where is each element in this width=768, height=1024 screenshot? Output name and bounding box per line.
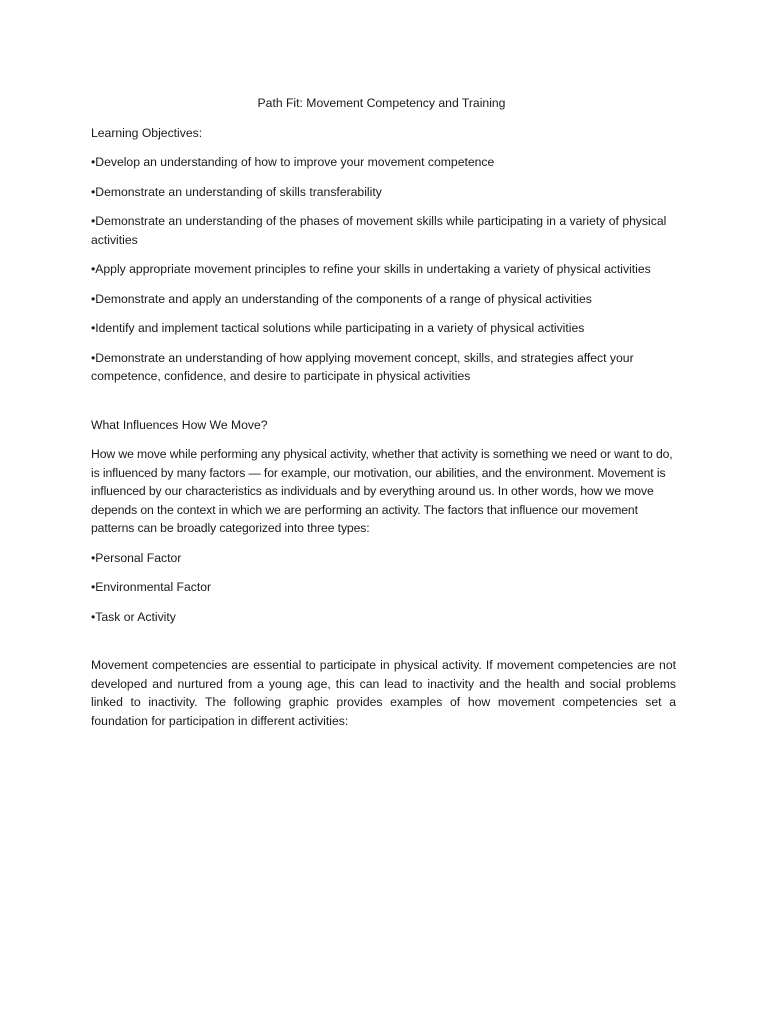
competencies-paragraph: Movement competencies are essential to participate in physical activity. If movement competencies are not developed and nurtured from a young age, this can lead to inactivity and the health and social problems linked to inactivity. The following graphic provides examples of how movement competencies set a foundation for participation in different activities: bbox=[91, 658, 676, 728]
objective-item: •Apply appropriate movement principles to refine your skills in undertaking a variety of physical activities bbox=[91, 262, 651, 276]
objective-item: •Identify and implement tactical solutions while participating in a variety of physical activities bbox=[91, 321, 585, 335]
objectives-heading: Learning Objectives: bbox=[91, 125, 203, 140]
influences-heading: What Influences How We Move? bbox=[91, 417, 268, 432]
objective-item: •Develop an understanding of how to improve your movement competence bbox=[91, 155, 495, 169]
objective-item: •Demonstrate and apply an understanding of the components of a range of physical activities bbox=[91, 291, 592, 306]
factor-item: •Environmental Factor bbox=[91, 580, 212, 594]
objective-item: •Demonstrate an understanding of how applying movement concept, skills, and strategies affect your competence, confidence, and desire to participate in physical activities bbox=[91, 350, 634, 383]
objective-item: •Demonstrate an understanding of skills transferability bbox=[91, 184, 382, 199]
influences-paragraph: How we move while performing any physical activity, whether that activity is something we need or want to do, is influenced by many factors — for example, our motivation, our abilities, and the environment. Movement is influenced by our characteristics as individuals and by everything around us. In other words, how we move depends on the context in which we are performing an activity. The factors that influence our movement patterns can be broadly categorized into three types: bbox=[91, 447, 673, 535]
factor-item: •Personal Factor bbox=[91, 550, 182, 565]
document-title: Path Fit: Movement Competency and Training bbox=[257, 96, 506, 110]
objective-item: •Demonstrate an understanding of the phases of movement skills while participating in a variety of physical activities bbox=[91, 214, 667, 247]
factor-item: •Task or Activity bbox=[91, 609, 176, 624]
